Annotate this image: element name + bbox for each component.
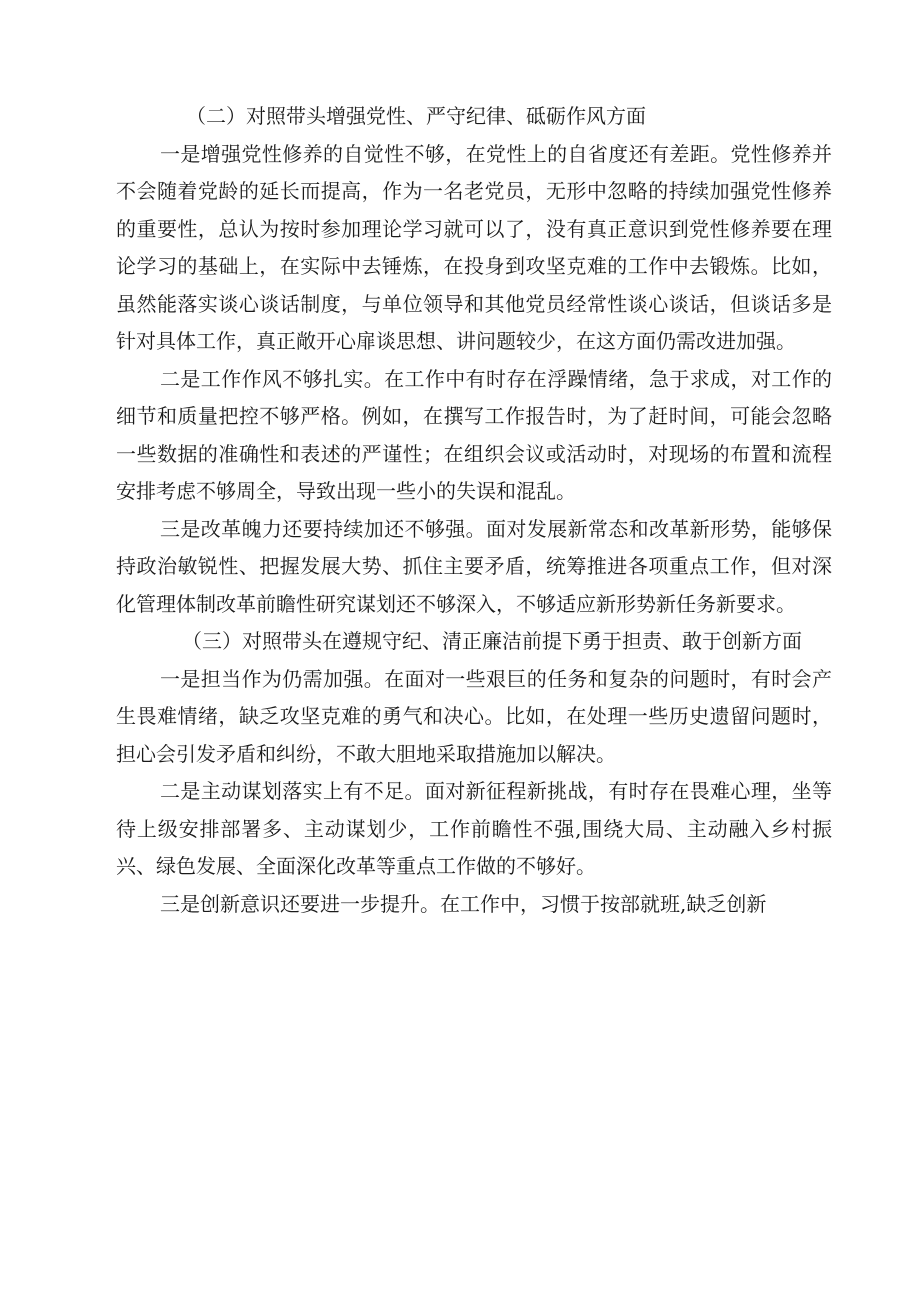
section-heading-3: （三）对照带头在遵规守纪、清正廉洁前提下勇于担责、敢于创新方面	[182, 629, 802, 653]
paragraph-reform-courage: 三是改革魄力还要持续加还不够强。面对发展新常态和改革新形势，能够保持政治敏锐性、把握发展大势、抓住主要矛盾，统筹推进各项重点工作，但对深化管理体制改革前瞻性研究谋划还不够深入，不够适应新形势新任务新要求。	[116, 516, 832, 616]
paragraph-responsibility: 一是担当作为仍需加强。在面对一些艰巨的任务和复杂的问题时，有时会产生畏难情绪，缺乏攻坚克难的勇气和决心。比如，在处理一些历史遗留问题时，担心会引发矛盾和纠纷，不敢大胆地采取措施加以解决。	[116, 666, 832, 766]
section-heading-2: （二）对照带头增强党性、严守纪律、砥砺作风方面	[186, 104, 646, 128]
paragraph-innovation: 三是创新意识还要进一步提升。在工作中，习惯于按部就班,缺乏创新	[160, 891, 767, 916]
paragraph-party-spirit: 一是增强党性修养的自觉性不够，在党性上的自省度还有差距。党性修养并不会随着党龄的延长而提高，作为一名老党员，无形中忽略的持续加强党性修养的重要性，总认为按时参加理论学习就可以了，没有真正意识到党性修养要在理论学习的基础上，在实际中去锤炼，在投身到攻坚克难的工作中去锻炼。比如，虽然能落实谈心谈话制度，与单位领导和其他党员经常性谈心谈话，但谈话多是针对具体工作，真正敞开心扉谈思想、讲问题较少，在这方面仍需改进加强。	[116, 141, 832, 353]
paragraph-planning: 二是主动谋划落实上有不足。面对新征程新挑战，有时存在畏难心理，坐等待上级安排部署多、主动谋划少，工作前瞻性不强,围绕大局、主动融入乡村振兴、绿色发展、全面深化改革等重点工作做的不够好。	[116, 779, 832, 878]
paragraph-work-style: 二是工作作风不够扎实。在工作中有时存在浮躁情绪，急于求成，对工作的细节和质量把控不够严格。例如，在撰写工作报告时，为了赶时间，可能会忽略一些数据的准确性和表述的严谨性；在组织会议或活动时，对现场的布置和流程安排考虑不够周全，导致出现一些小的失误和混乱。	[116, 366, 832, 503]
document-body	[116, 98, 832, 923]
